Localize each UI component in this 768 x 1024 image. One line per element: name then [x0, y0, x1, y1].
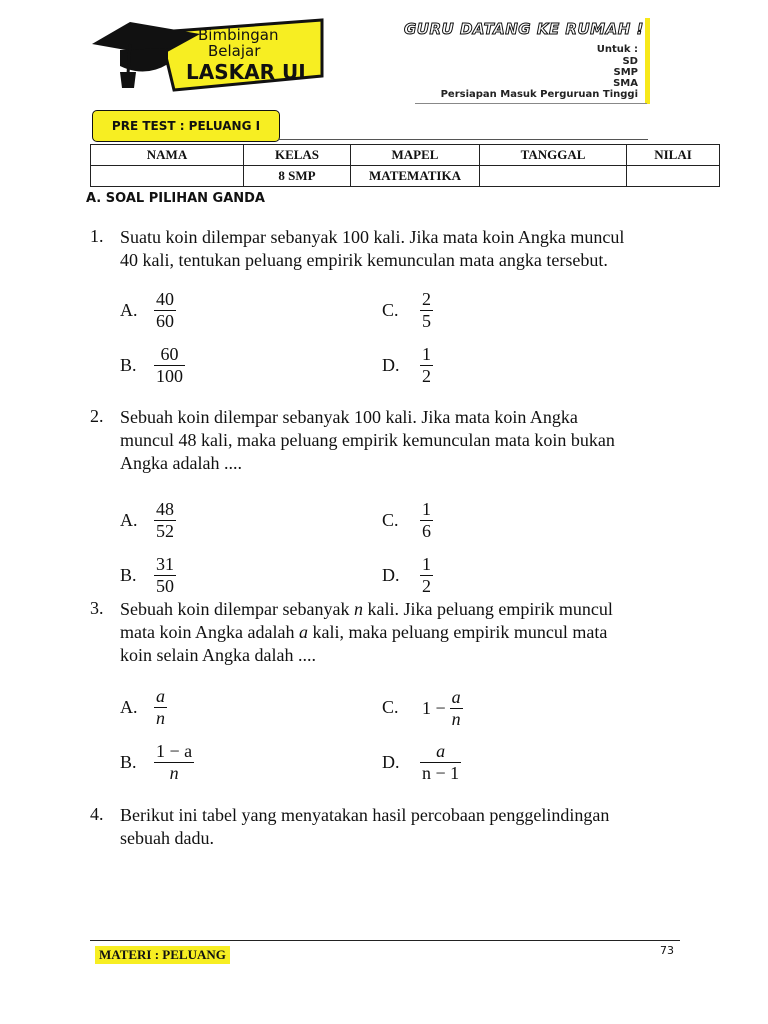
option-d-label[interactable]: D. — [382, 355, 400, 375]
option-c-label[interactable]: C. — [382, 510, 399, 530]
denominator: 5 — [422, 311, 431, 331]
question-line — [120, 621, 613, 644]
fraction — [450, 688, 463, 729]
footer-rule — [90, 940, 680, 941]
question-line — [120, 598, 613, 621]
option-d-label[interactable]: D. — [382, 752, 400, 772]
header-untuk: Untuk : — [596, 44, 638, 55]
question-4-text — [120, 804, 609, 850]
option-a-label[interactable]: A. — [120, 697, 138, 717]
pretest-badge: PRE TEST : PELUANG I — [92, 110, 280, 142]
q1-option-d[interactable] — [420, 345, 433, 386]
header-level-sd: SD — [622, 56, 638, 67]
numerator: 1 — [422, 344, 431, 364]
question-line: Sebuah koin dilempar sebanyak 100 kali. Jika mata koin Angka — [120, 407, 578, 427]
denominator: n — [156, 708, 165, 728]
numerator: 1 — [422, 499, 431, 519]
footer-materi: MATERI : PELUANG — [95, 946, 230, 964]
denominator: n — [451, 708, 461, 729]
q2-option-c[interactable] — [420, 500, 433, 541]
nama-cell[interactable] — [91, 166, 244, 187]
q3-option-d[interactable] — [420, 742, 461, 783]
question-line: Angka adalah .... — [120, 453, 242, 473]
header-level-sma: SMA — [613, 78, 638, 89]
table-header-cell: KELAS — [244, 145, 351, 166]
numerator: 48 — [156, 499, 174, 519]
denominator: 2 — [422, 366, 431, 386]
q1-option-a[interactable] — [154, 290, 176, 331]
nilai-cell[interactable] — [627, 166, 720, 187]
q2-option-b[interactable] — [154, 555, 176, 596]
option-b-label[interactable]: B. — [120, 565, 137, 585]
question-line: Berikut ini tabel yang menyatakan hasil percobaan penggelindingan — [120, 805, 610, 825]
option-a-label[interactable]: A. — [120, 300, 138, 320]
q1-option-c[interactable] — [420, 290, 433, 331]
text-fragment: mata koin Angka adalah — [120, 622, 299, 642]
question-3-number: 3. — [90, 598, 104, 618]
option-d-label[interactable]: D. — [382, 565, 400, 585]
identity-table — [90, 144, 720, 187]
q1-option-b[interactable] — [154, 345, 185, 386]
expression-prefix: 1 − — [422, 697, 446, 718]
numerator: a — [451, 686, 461, 707]
pretest-rule — [278, 139, 648, 140]
table-row — [91, 166, 720, 187]
q3-option-b[interactable] — [154, 742, 194, 783]
question-line: muncul 48 kali, maka peluang empirik kemunculan mata koin bukan — [120, 430, 615, 450]
question-2-number: 2. — [90, 406, 104, 426]
numerator: 1 − a — [156, 741, 193, 761]
table-header-cell: MAPEL — [351, 145, 480, 166]
page-number: 73 — [660, 944, 674, 957]
option-c-label[interactable]: C. — [382, 300, 399, 320]
numerator: 31 — [156, 554, 174, 574]
text-fragment: kali. Jika peluang empirik muncul — [362, 599, 613, 619]
denominator: 6 — [422, 521, 431, 541]
option-a-label[interactable]: A. — [120, 510, 138, 530]
question-3-text — [120, 598, 613, 667]
tanggal-cell[interactable] — [480, 166, 627, 187]
variable-n: n — [353, 599, 363, 619]
option-b-label[interactable]: B. — [120, 355, 137, 375]
denominator: 2 — [422, 576, 431, 596]
question-1-text — [120, 226, 624, 272]
question-line: 40 kali, tentukan peluang empirik kemunculan mata angka tersebut. — [120, 250, 608, 270]
variable-a: a — [298, 622, 308, 642]
numerator: a — [436, 741, 446, 761]
denominator: 50 — [156, 576, 174, 596]
question-line: koin selain Angka dalah .... — [120, 645, 316, 665]
question-2-text — [120, 406, 615, 475]
laskar-ui-logo — [90, 14, 326, 106]
denominator: n — [169, 763, 179, 783]
q2-option-d[interactable] — [420, 555, 433, 596]
text-fragment: kali, maka peluang empirik muncul mata — [307, 622, 608, 642]
denominator: n − 1 — [422, 763, 460, 783]
header-divider — [415, 103, 647, 104]
numerator: 2 — [422, 289, 431, 309]
header-persiapan: Persiapan Masuk Perguruan Tinggi — [440, 89, 638, 100]
section-heading: A. SOAL PILIHAN GANDA — [86, 191, 265, 206]
denominator: 52 — [156, 521, 174, 541]
table-header-cell: TANGGAL — [480, 145, 627, 166]
numerator: 40 — [156, 289, 174, 309]
table-header-row — [91, 145, 720, 166]
header-accent-bar — [645, 18, 650, 104]
kelas-cell: 8 SMP — [244, 166, 351, 187]
q2-option-a[interactable] — [154, 500, 176, 541]
header-level-smp: SMP — [613, 67, 638, 78]
option-b-label[interactable]: B. — [120, 752, 137, 772]
question-1-number: 1. — [90, 226, 104, 246]
numerator: 60 — [160, 344, 179, 364]
table-header-cell: NAMA — [91, 145, 244, 166]
header-title: GURU DATANG KE RUMAH ! — [404, 20, 644, 38]
denominator: 60 — [156, 311, 174, 331]
logo-line-2: Belajar — [208, 42, 261, 60]
question-line: Suatu koin dilempar sebanyak 100 kali. Jika mata koin Angka muncul — [120, 227, 625, 247]
logo-line-1: Bimbingan — [198, 26, 279, 44]
mapel-cell: MATEMATIKA — [351, 166, 480, 187]
question-4-number: 4. — [90, 804, 104, 824]
text-fragment: Sebuah koin dilempar sebanyak — [120, 599, 354, 619]
logo-line-3: LASKAR UI — [186, 60, 306, 84]
numerator: a — [156, 686, 165, 706]
q3-option-a[interactable] — [154, 687, 167, 728]
question-line: sebuah dadu. — [120, 828, 214, 848]
q3-option-c[interactable] — [422, 687, 463, 729]
option-c-label[interactable]: C. — [382, 697, 399, 717]
denominator: 100 — [156, 366, 183, 386]
numerator: 1 — [422, 554, 431, 574]
table-header-cell: NILAI — [627, 145, 720, 166]
